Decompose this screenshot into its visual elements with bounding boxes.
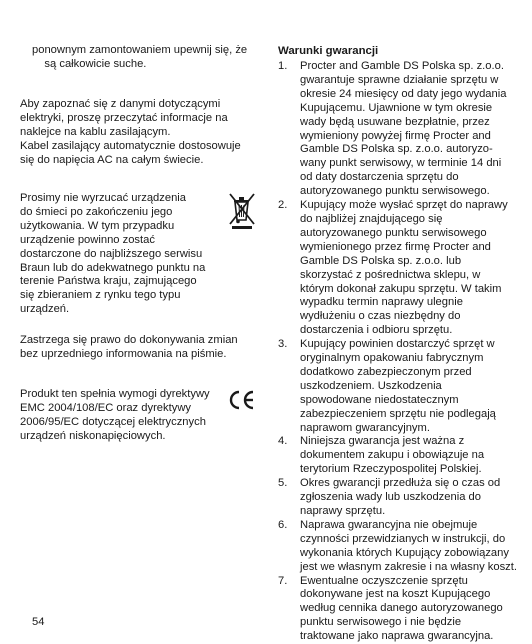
item-number: 1. — [278, 60, 288, 72]
ce-mark-icon — [226, 388, 258, 412]
item-number: 7. — [278, 574, 288, 587]
item-number: 3. — [278, 338, 288, 351]
left-paragraph-directive: Produkt ten spełnia wymogi dyrektywy EMC 2004/108/EC oraz dyrektywy 2006/95/EC dotyczącej elektrycznych urządzeń niskonapięciowych. — [20, 388, 210, 442]
item-text: Niniejsza gwarancja jest ważna z dokumentem zakupu i obowiązuje na terytorium Rzeczypospolitej Polskiej. — [300, 435, 485, 476]
item-text: Kupujący może wysłać sprzęt do naprawy do najbliżej znajdującego się autoryzowanego punktu serwisowego wymienionego przez firmę Procter and Gamble DS Polska sp. z.o.o. lub skorzystać z pośrednictwa sklepu, w którym dokonał zakupu sprzętu. W takim wypadku termin naprawy ulegnie wydłużeniu o czas niezbędny do dostarczenia i odbioru sprzętu. — [300, 199, 508, 337]
list-item — [278, 338, 517, 435]
list-item — [278, 60, 517, 199]
list-item — [278, 477, 517, 519]
item-number: 6. — [278, 518, 288, 531]
left-paragraph-electrical: Aby zapoznać się z danymi dotyczącymi elektryki, proszę przeczytać informacje na naklejce na kablu zasilającym. Kabel zasilający automatycznie dostosowuje się do napięcia AC na całym świecie. — [20, 98, 241, 166]
list-item — [278, 519, 517, 575]
page-number: 54 — [32, 616, 45, 628]
item-number: 4. — [278, 435, 288, 448]
list-item — [278, 199, 517, 338]
item-text: Okres gwarancji przedłuża się o czas od zgłoszenia wady lub uszkodzenia do naprawy sprzętu. — [300, 477, 501, 517]
item-text: Procter and Gamble DS Polska sp. z.o.o. gwarantuje sprawne działanie sprzętu w okresie 24 miesięcy od daty jego wydania Kupującemu. Ujawnione w tym okresie wady będą usuwane bezpłatnie, przez wymieniony powyżej firmę Procter and Gamble DS Polska sp. z.o.o. autoryzo- wany punkt serwisowy, w terminie 14 dni od daty dostarczenia sprzętu do autoryzowanego punktu serwisowego. — [300, 60, 507, 198]
left-paragraph-changes: Zastrzega się prawo do dokonywania zmian bez uprzedniego informowania na piśmie. — [20, 334, 238, 360]
item-number: 2. — [278, 199, 288, 212]
warranty-heading: Warunki gwarancji — [278, 45, 379, 57]
crossed-out-wheelie-bin-icon — [226, 190, 258, 230]
list-item — [278, 575, 517, 644]
warranty-conditions-list — [278, 60, 517, 644]
list-item — [278, 435, 517, 477]
item-text: Kupujący powinien dostarczyć sprzęt w oryginalnym opakowaniu fabrycznym dodatkowo zabezpieczonym przed uszkodzeniem. Uszkodzenia spowodowane niedostatecznym zabezpieczeniem sprzętu nie podlegają naprawom gwarancyjnym. — [300, 338, 496, 434]
item-text: Naprawa gwarancyjna nie obejmuje czynności przewidzianych w instrukcji, do wykonania których Kupujący zobowiązany jest we własnym zakresie i na własny koszt. — [300, 518, 517, 573]
item-text: Ewentualne oczyszczenie sprzętu dokonywane jest na koszt Kupującego według cennika danego autoryzowanego punktu serwisowego i nie będzie traktowane jako naprawa gwarancyjna. — [300, 574, 503, 643]
left-paragraph-drying: ponownym zamontowaniem upewnij się, że są całkowicie suche. — [32, 44, 248, 70]
item-number: 5. — [278, 477, 288, 490]
left-paragraph-disposal: Prosimy nie wyrzucać urządzenia do śmieci po zakończeniu jego użytkowania. W tym przypadku urządzenie powinno zostać dostarczone do najbliższego serwisu Braun lub do adekwatnego punktu na terenie Państwa kraju, zajmującego się zbieraniem z rynku tego typu urządzeń. — [20, 192, 206, 316]
